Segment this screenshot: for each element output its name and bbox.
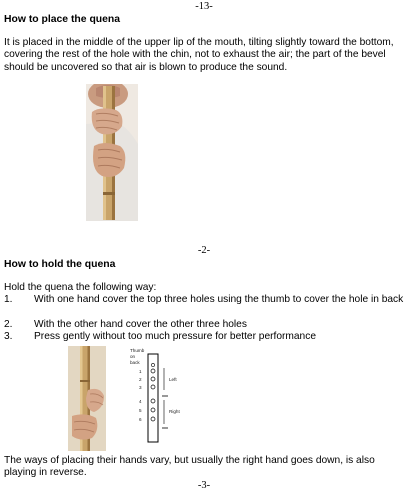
diagram-caption-line-2: on <box>130 354 136 359</box>
hole-6-icon <box>151 417 155 421</box>
hole-number-3: 3 <box>139 385 142 390</box>
hole-number-1: 1 <box>139 369 142 374</box>
list-number: 2. <box>4 319 13 330</box>
list-item-step-2 <box>4 319 404 331</box>
list-item-step-1 <box>4 294 404 306</box>
paragraph-hold-intro: Hold the quena the following way: <box>4 282 157 293</box>
hole-5-icon <box>151 408 155 412</box>
photo-hands-holding-quena-illustration <box>68 346 106 451</box>
photo-quena-at-lips <box>86 84 138 221</box>
right-hand-label: Right <box>169 409 180 414</box>
page-number-top: -13- <box>195 1 213 12</box>
hole-number-5: 5 <box>139 408 142 413</box>
diagram-caption-line-3: back <box>130 360 140 365</box>
fingering-diagram <box>128 346 200 444</box>
paragraph-place: It is placed in the middle of the upper lip of the mouth, tilting slightly toward the bottom, covering the rest of the hole with the chin, not to exhaust the air; the part of the bevel should be uncovered so that air is blown to produce the sound. <box>4 37 394 73</box>
section-heading-hold: How to hold the quena <box>4 259 116 270</box>
left-hand-label: Left <box>169 377 177 382</box>
section-heading-place: How to place the quena <box>4 14 121 25</box>
hole-number-4: 4 <box>139 399 142 404</box>
list-number: 3. <box>4 331 13 342</box>
hole-3-icon <box>151 385 155 389</box>
fingering-diagram-svg <box>128 346 200 444</box>
hole-1-icon <box>151 369 155 373</box>
photo-hands-holding-quena <box>68 346 106 451</box>
hole-number-2: 2 <box>139 377 142 382</box>
list-text: Press gently without too much pressure for better performance <box>34 331 316 342</box>
list-item-step-3 <box>4 331 404 343</box>
list-text: With one hand cover the top three holes using the thumb to cover the hole in back <box>34 294 404 305</box>
hole-2-icon <box>151 377 155 381</box>
list-text: With the other hand cover the other three holes <box>34 319 247 330</box>
hole-4-icon <box>151 399 155 403</box>
diagram-quena-body <box>148 354 158 442</box>
paragraph-hold-closing: The ways of placing their hands vary, but usually the right hand goes down, is also playing in reverse. <box>4 455 375 479</box>
page-number-bottom: -3- <box>197 480 211 491</box>
list-number: 1. <box>4 294 13 305</box>
page-number-middle: -2- <box>197 245 211 256</box>
hole-number-6: 6 <box>139 417 142 422</box>
photo-quena-at-lips-illustration <box>86 84 138 221</box>
diagram-caption-line-1: Thumb <box>130 348 145 353</box>
